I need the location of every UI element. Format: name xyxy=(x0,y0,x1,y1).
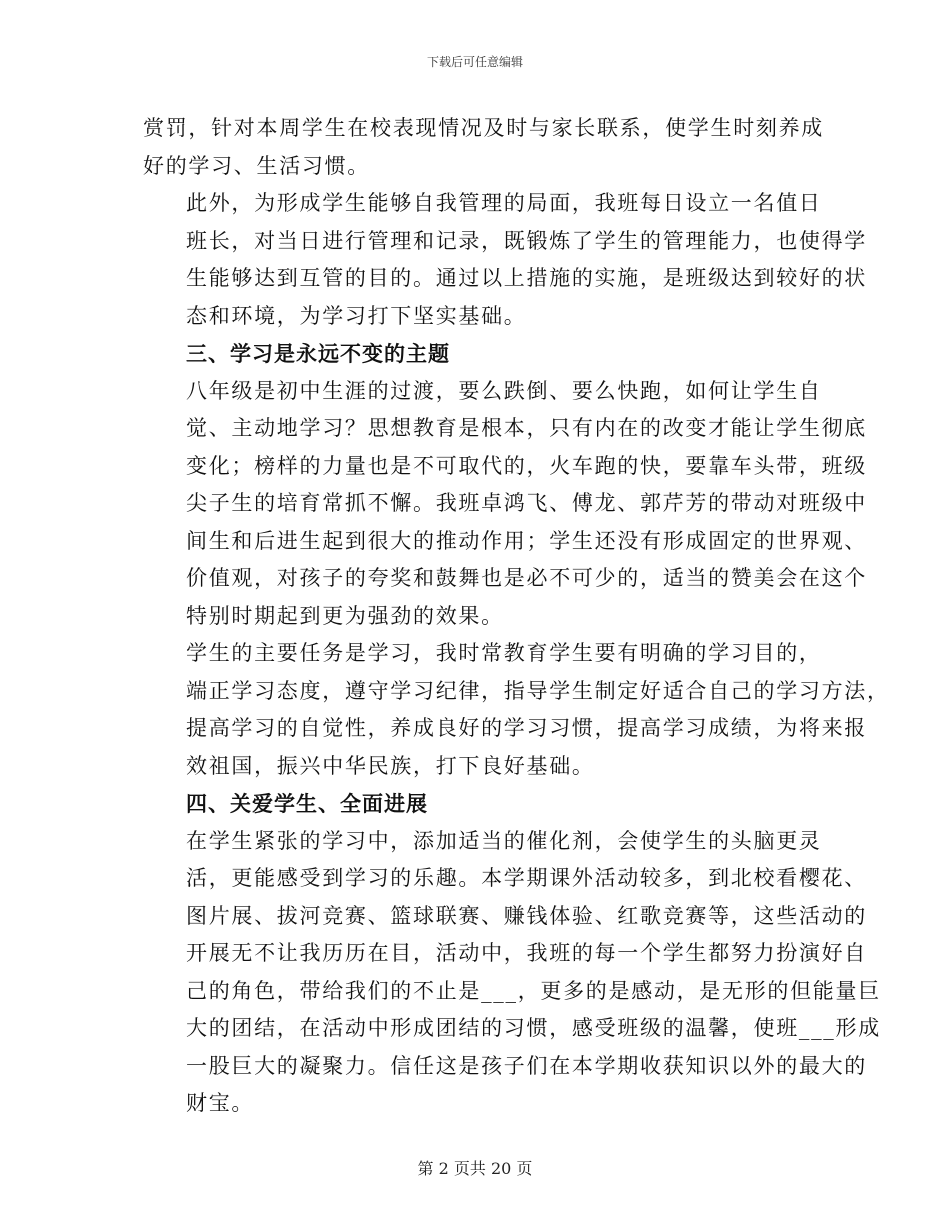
body-paragraph xyxy=(143,635,890,785)
text-line: 态和环境，为学习打下坚实基础。 xyxy=(186,303,527,328)
text-line: 好的学习、生活习惯。 xyxy=(143,153,370,178)
text-line: 端正学习态度，遵守学习纪律，指导学生制定好适合自己的学习方法， xyxy=(186,678,890,703)
body-paragraph xyxy=(143,110,824,185)
section-heading xyxy=(143,785,808,823)
text-line: 此外，为形成学生能够自我管理的局面，我班每日设立一名值日 xyxy=(186,191,822,215)
text-line: 图片展、拔河竞赛、篮球联赛、赚钱体验、红歌竞赛等，这些活动的 xyxy=(186,903,867,928)
text-line: 效祖国，振兴中华民族，打下良好基础。 xyxy=(186,753,595,778)
body-paragraph xyxy=(143,373,867,636)
text-line: 开展无不让我历历在目，活动中，我班的每一个学生都努力扮演好自 xyxy=(186,941,867,965)
text-line: 三、学习是永远不变的主题 xyxy=(186,341,450,366)
text-line: 四、关爱学生、全面进展 xyxy=(186,791,428,816)
text-line: 赏罚，针对本周学生在校表现情况及时与家长联系，使学生时刻养成 xyxy=(143,116,824,140)
text-line: 生能够达到互管的目的。通过以上措施的实施，是班级达到较好的状 xyxy=(186,266,867,290)
page-header: 下载后可任意编辑 xyxy=(426,55,523,69)
text-line: 觉、主动地学习？思想教育是根本，只有内在的改变才能让学生彻底 xyxy=(186,416,867,440)
text-line: 己的角色，带给我们的不止是___，更多的是感动，是无形的但能量巨 xyxy=(186,978,881,1003)
text-line: 大的团结，在活动中形成团结的习惯，感受班级的温馨，使班___形成 xyxy=(186,1016,881,1040)
page-number: 第 2 页共 20 页 xyxy=(417,1159,533,1178)
text-line: 特别时期起到更为强劲的效果。 xyxy=(186,603,504,628)
text-line: 变化；榜样的力量也是不可取代的，火车跑的快，要靠车头带，班级 xyxy=(186,453,867,478)
text-line: 提高学习的自觉性，养成良好的学习习惯，提高学习成绩，为将来报 xyxy=(186,716,867,740)
text-line: 活，更能感受到学习的乐趣。本学期课外活动较多，到北校看樱花、 xyxy=(186,866,867,890)
body-paragraph xyxy=(143,185,867,335)
text-line: 价值观，对孩子的夸奖和鼓舞也是必不可少的，适当的赞美会在这个 xyxy=(186,566,867,590)
section-heading xyxy=(143,335,808,373)
text-line: 尖子生的培育常抓不懈。我班卓鸿飞、傅龙、郭芹芳的带动对班级中 xyxy=(186,491,867,515)
body-paragraph xyxy=(143,823,881,1123)
text-line: 学生的主要任务是学习，我时常教育学生要有明确的学习目的， xyxy=(186,641,822,665)
text-line: 在学生紧张的学习中，添加适当的催化剂，会使学生的头脑更灵 xyxy=(186,828,822,853)
text-line: 财宝。 xyxy=(186,1091,255,1115)
text-line: 八年级是初中生涯的过渡，要么跌倒、要么快跑，如何让学生自 xyxy=(186,378,822,403)
text-line: 间生和后进生起到很大的推动作用；学生还没有形成固定的世界观、 xyxy=(186,528,867,553)
text-line: 班长，对当日进行管理和记录，既锻炼了学生的管理能力，也使得学 xyxy=(186,228,867,253)
text-line: 一股巨大的凝聚力。信任这是孩子们在本学期收获知识以外的最大的 xyxy=(186,1053,867,1078)
document-body xyxy=(143,110,890,1123)
